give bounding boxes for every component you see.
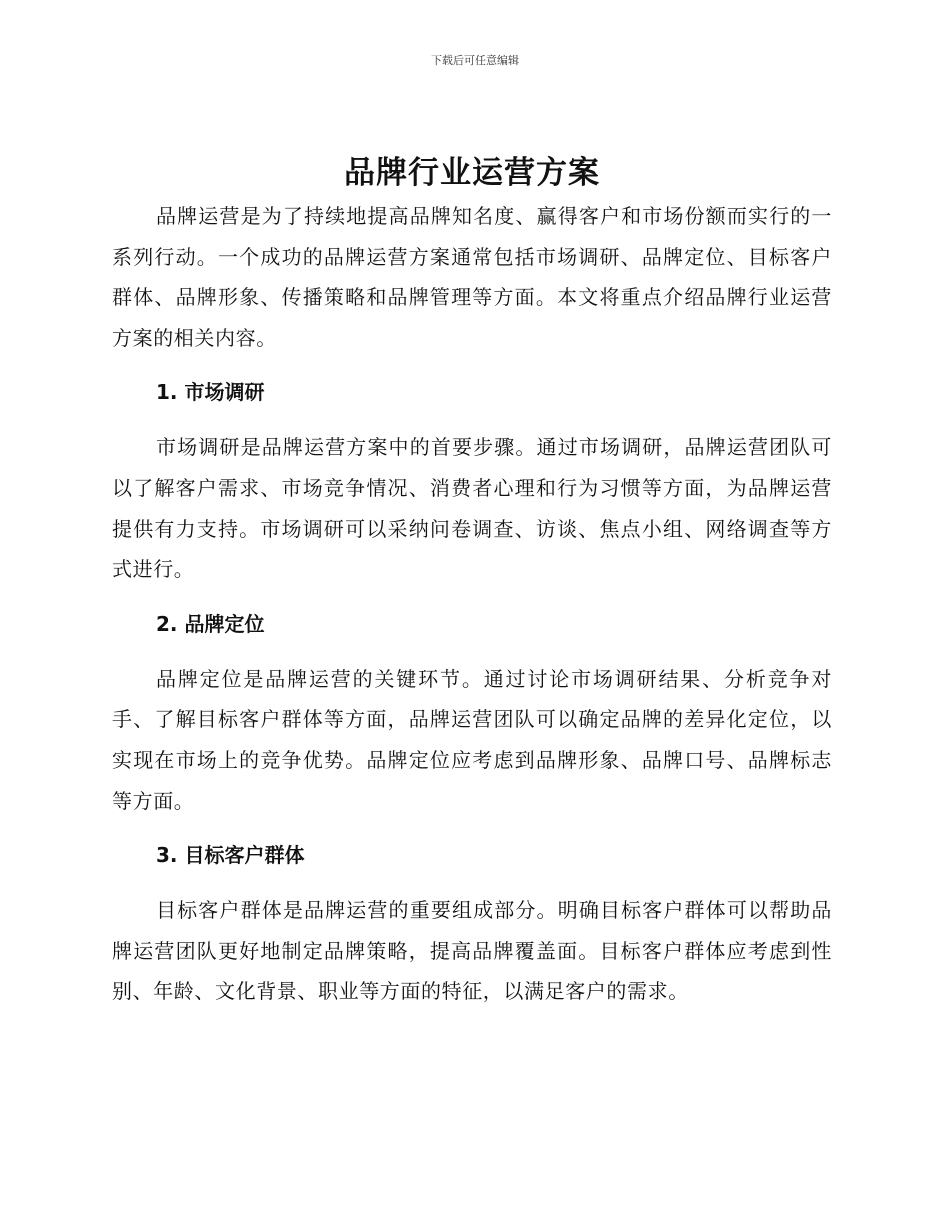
document-title: 品牌行业运营方案	[344, 155, 600, 191]
section-heading-brand-positioning: 2. 品牌定位	[156, 611, 265, 636]
section-heading-target-customers: 3. 目标客户群体	[156, 843, 305, 868]
section-body-market-research: 市场调研是品牌运营方案中的首要步骤。通过市场调研，品牌运营团队可以了解客户需求、市场竞争情况、消费者心理和行为习惯等方面，为品牌运营提供有力支持。市场调研可以采纳问卷调查、访谈、焦点小组、网络调查等方式进行。	[112, 435, 832, 582]
section-body-brand-positioning: 品牌定位是品牌运营的关键环节。通过讨论市场调研结果、分析竞争对手、了解目标客户群体等方面，品牌运营团队可以确定品牌的差异化定位，以实现在市场上的竞争优势。品牌定位应考虑到品牌形象、品牌口号、品牌标志等方面。	[112, 666, 832, 813]
section-heading-market-research: 1. 市场调研	[156, 380, 265, 405]
intro-paragraph: 品牌运营是为了持续地提高品牌知名度、赢得客户和市场份额而实行的一系列行动。一个成功的品牌运营方案通常包括市场调研、品牌定位、目标客户群体、品牌形象、传播策略和品牌管理等方面。本文将重点介绍品牌行业运营方案的相关内容。	[112, 204, 832, 350]
section-body-target-customers: 目标客户群体是品牌运营的重要组成部分。明确目标客户群体可以帮助品牌运营团队更好地制定品牌策略，提高品牌覆盖面。目标客户群体应考虑到性别、年龄、文化背景、职业等方面的特征，以满足客户的需求。	[112, 898, 832, 1004]
page-header-note: 下载后可任意编辑	[431, 54, 519, 67]
document-content	[112, 150, 832, 1012]
